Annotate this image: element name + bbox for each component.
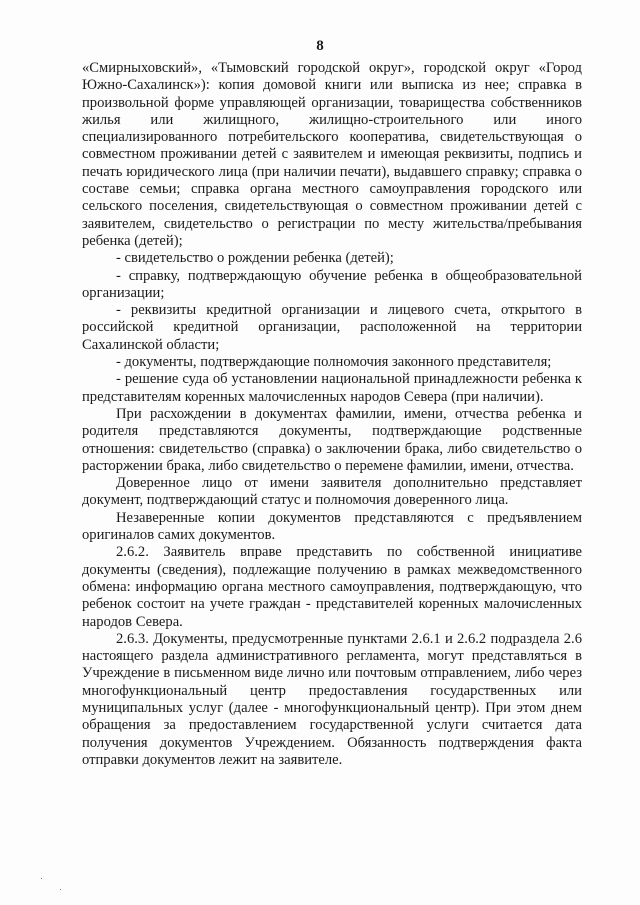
page-number: 8 [316,38,324,54]
paragraph-proxy: Доверенное лицо от имени заявителя дополнительно представляет документ, подтверждающий статус и полномочия доверенного лица. [82,475,582,509]
paragraph-uncertified-copies: Незаверенные копии документов представляются с предъявлением оригиналов самих документов. [82,509,582,544]
list-item-court-decision: - решение суда об установлении национальной принадлежности ребенка к представителям коренных малочисленных народов Севера (при наличии). [82,371,582,405]
paragraph-name-discrepancy: При расхождении в документах фамилии, имени, отчества ребенка и родителя представляются документы, подтверждающие родственные отношения: свидетельство (справка) о заключении брака, либо свидетельство о расторжении брака, либо свидетельство о перемене фамилии, имени, отчества. [82,405,582,474]
paragraph-section-2-6-2: 2.6.2. Заявитель вправе представить по собственной инициативе документы (сведения), подлежащие получению в рамках межведомственного обмена: информацию органа местного самоуправления, подтверждающую, что ребенок состоит на учете граждан - представителей коренных малочисленных народов Севера. [82,544,582,630]
paragraph-1: «Смирныховский», «Тымовский городской округ», городской округ «Город Южно-Сахалинск»): копия домовой книги или выписка из нее; справка в произвольной форме управляющей организации, товарищества собственников жилья или жилищного, жилищно-строительного или иного специализированного потребительского кооператива, свидетельствующая о совместном проживании детей с заявителем и имеющая реквизиты, подпись и печать юридического лица (при наличии печати), выдавшего справку; справка о составе семьи; справка органа местного самоуправления городского или сельского поселения, свидетельствующая о совместном проживании детей с заявителем, свидетельство о регистрации по месту жительства/пребывания ребенка (детей); [82,60,582,249]
list-item-representative-docs: - документы, подтверждающие полномочия законного представителя; [116,354,552,371]
document-body [82,60,582,769]
scan-speck [60,889,61,890]
list-item-school-certificate: - справку, подтверждающую обучение ребенка в общеобразовательной организации; [82,267,582,301]
scan-speck [41,878,42,879]
paragraph-section-2-6-3: 2.6.3. Документы, предусмотренные пунктами 2.6.1 и 2.6.2 подраздела 2.6 настоящего раздела административного регламента, могут представляться в Учреждение в письменном виде лично или почтовым отправлением, либо через многофункциональный центр предоставления государственных или муниципальных услуг (далее - многофункциональный центр). При этом днем обращения за предоставлением государственной услуги считается дата получения документов Учреждением. Обязанность подтверждения факта отправки документов лежит на заявителе. [82,630,582,768]
list-item-bank-details: - реквизиты кредитной организации и лицевого счета, открытого в российской кредитной организации, расположенной на территории Сахалинской области; [82,302,582,353]
list-item-birth-certificate: - свидетельство о рождении ребенка (детей); [116,250,394,267]
